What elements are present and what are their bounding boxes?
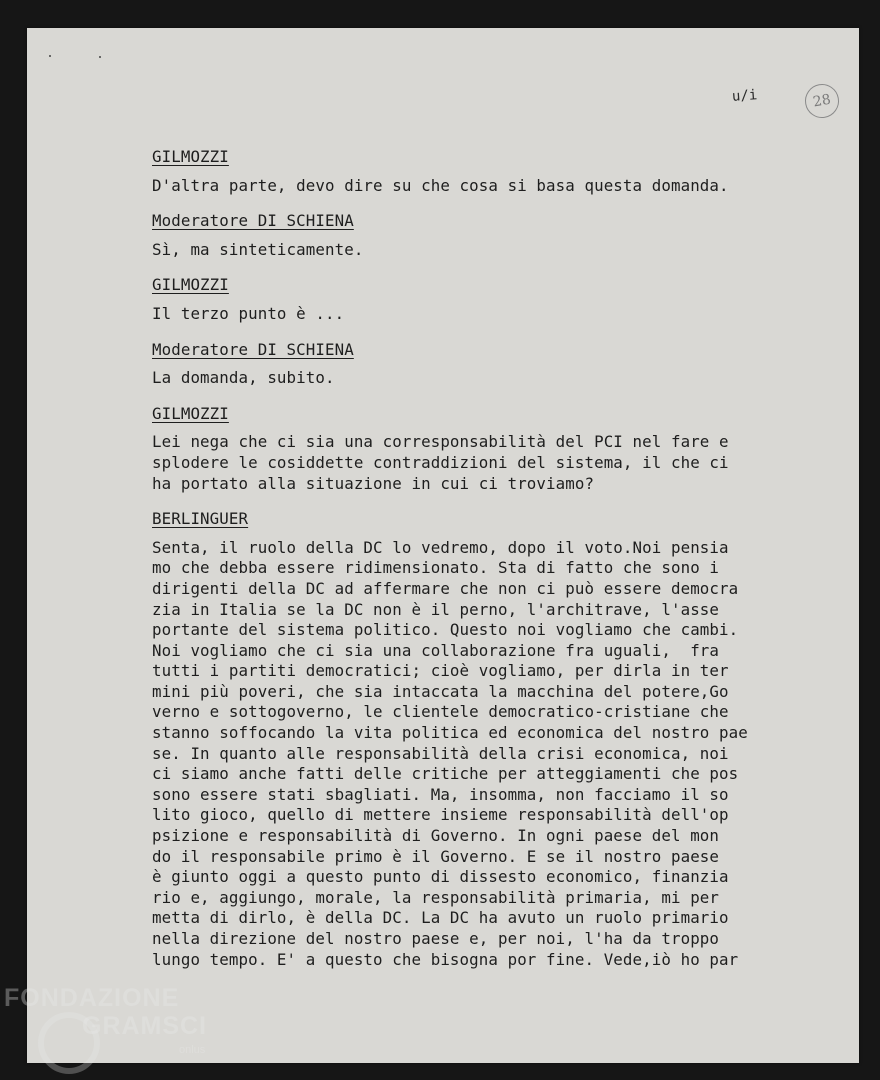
watermark-line2: GRAMSCI xyxy=(82,1012,208,1040)
speech-line: metta di dirlo, è della DC. La DC ha avuto un ruolo primario xyxy=(152,908,729,928)
speech-line: ha portato alla situazione in cui ci troviamo? xyxy=(152,473,595,493)
speech-line: lungo tempo. E' a questo che bisogna por fine. Vede,iò ho par xyxy=(152,949,739,969)
speech-line: Sì, ma sinteticamente. xyxy=(152,239,364,259)
speech-line: La domanda, subito. xyxy=(152,368,335,388)
speech-line: verno e sottogoverno, le clientele democratico-cristiane che xyxy=(152,702,729,722)
speaker-name: BERLINGUER xyxy=(152,509,249,529)
speaker-name: GILMOZZI xyxy=(152,147,229,166)
speech-paragraph xyxy=(152,538,792,970)
speech-line: splodere le cosiddette contraddizioni del sistema, il che ci xyxy=(152,452,729,472)
speaker-name: GILMOZZI xyxy=(152,275,229,295)
speech-line: è giunto oggi a questo punto di dissesto economico, finanzia xyxy=(152,867,729,887)
watermark-line1: FONDAZIONE xyxy=(4,984,180,1012)
speech-line: Il terzo punto è ... xyxy=(152,303,345,323)
page-number-stamp: 28 xyxy=(802,81,841,120)
speaker-name: GILMOZZI xyxy=(152,403,229,423)
speech-paragraph xyxy=(152,176,792,197)
speech-paragraph xyxy=(152,304,792,325)
speech-line: ci siamo anche fatti delle critiche per atteggiamenti che pos xyxy=(152,764,739,784)
watermark-line3: onlus xyxy=(179,1044,206,1056)
speech-line: Noi vogliamo che ci sia una collaborazione fra uguali, fra xyxy=(152,640,720,660)
speech-line: nella direzione del nostro paese e, per noi, l'ha da troppo xyxy=(152,929,720,948)
speech-paragraph xyxy=(152,432,792,494)
speech-line: zia in Italia se la DC non è il perno, l'architrave, l'asse xyxy=(152,599,720,619)
speech-line: D'altra parte, devo dire su che cosa si basa questa domanda. xyxy=(152,175,729,195)
speech-line: tutti i partiti democratici; cioè vogliamo, per dirla in ter xyxy=(152,661,729,681)
speech-line: portante del sistema politico. Questo noi vogliamo che cambi. xyxy=(152,620,739,640)
speech-line: Senta, il ruolo della DC lo vedremo, dopo il voto.Noi pensia xyxy=(152,537,729,557)
speech-paragraph xyxy=(152,240,792,261)
speech-line: mini più poveri, che sia intaccata la macchina del potere,Go xyxy=(152,681,729,701)
speech-line: mo che debba essere ridimensionato. Sta di fatto che sono i xyxy=(152,558,720,578)
speech-line: dirigenti della DC ad affermare che non ci può essere democra xyxy=(152,578,739,598)
document-page xyxy=(27,28,859,1063)
speech-line: se. In quanto alle responsabilità della crisi economica, noi xyxy=(152,743,729,763)
transcript-body xyxy=(152,147,792,985)
speech-line: do il responsabile primo è il Governo. E se il nostro paese xyxy=(152,846,720,866)
speech-line: sono essere stati sbagliati. Ma, insomma, non facciamo il so xyxy=(152,784,729,804)
speck xyxy=(49,55,51,57)
speech-line: lito gioco, quello di mettere insieme responsabilità dell'op xyxy=(152,805,729,825)
speaker-name: Moderatore DI SCHIENA xyxy=(152,211,354,231)
speech-line: Lei nega che ci sia una corresponsabilità del PCI nel fare e xyxy=(152,432,729,452)
page-marker: u/i xyxy=(731,87,758,105)
speech-line: stanno soffocando la vita politica ed economica del nostro pae xyxy=(152,723,748,743)
speech-line: psizione e responsabilità di Governo. In ogni paese del mon xyxy=(152,826,720,846)
speaker-name: Moderatore DI SCHIENA xyxy=(152,339,354,359)
speech-paragraph xyxy=(152,368,792,389)
speck xyxy=(99,56,101,58)
speech-line: rio e, aggiungo, morale, la responsabilità primaria, mi per xyxy=(152,887,720,907)
